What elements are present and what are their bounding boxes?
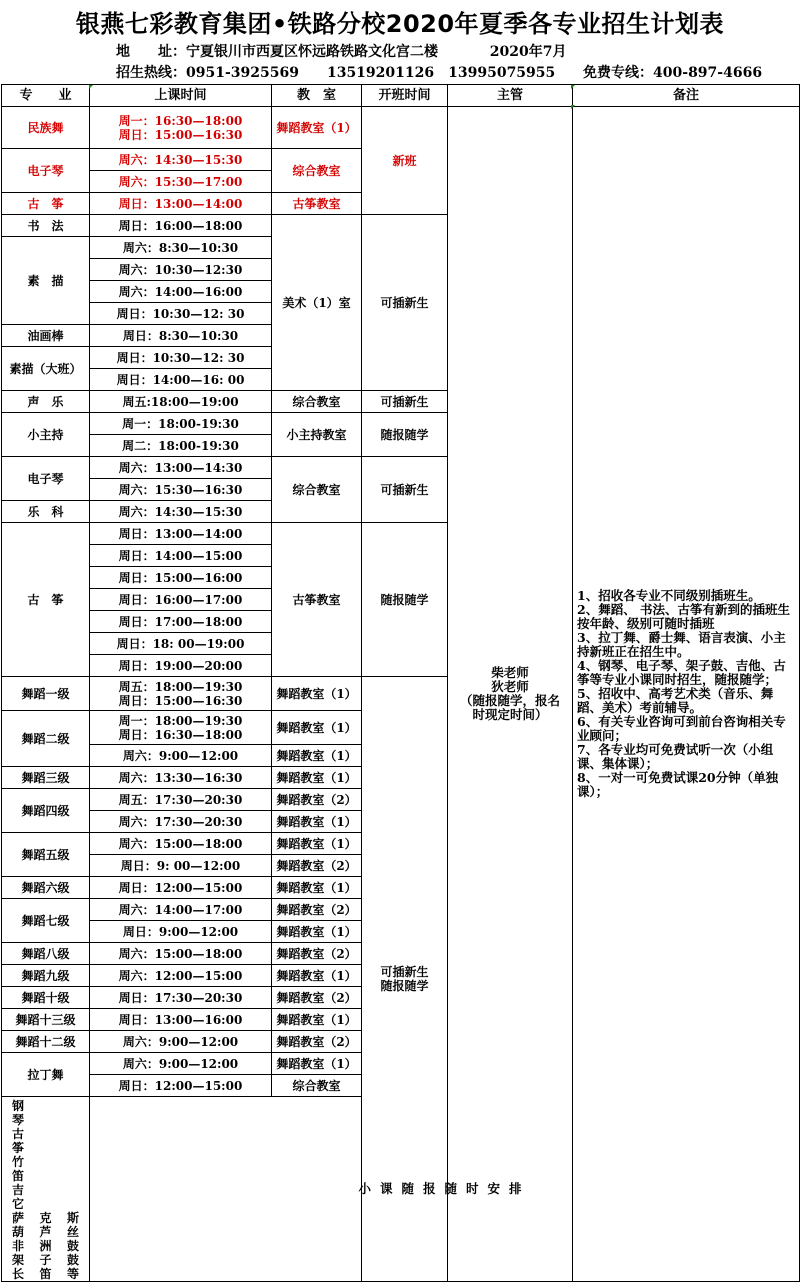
major-cell: 舞蹈七级 [2,899,90,943]
col-header-manager: 主管 [448,85,573,107]
start-cell: 随报随学 [362,413,448,457]
room-cell: 舞蹈教室（2） [272,789,362,811]
room-cell: 舞蹈教室（1） [272,1009,362,1031]
room-cell: 舞蹈教室（1） [272,921,362,943]
time-cell: 周日：13:00—16:00 [90,1009,272,1031]
time-cell: 周六：14:00—16:00 [90,281,272,303]
time-cell: 周日：10:30—12: 30 [90,303,272,325]
major-cell: 舞蹈十二级 [2,1031,90,1053]
major-cell: 小主持 [2,413,90,457]
time-cell: 周六：12:00—15:00 [90,965,272,987]
time-cell: 周日：10:30—12: 30 [90,347,272,369]
time-cell: 周日：14:00—16: 00 [90,369,272,391]
address-value: 宁夏银川市西夏区怀远路铁路文化宫二楼 [186,44,438,60]
free-line-value: 400-897-4666 [653,65,763,81]
hotline-value: 0951-3925569 13519201126 13995075955 [186,65,556,81]
room-cell: 舞蹈教室（1） [272,745,362,767]
major-cell: 舞蹈五级 [2,833,90,877]
time-cell: 周日：18: 00—19:00 [90,633,272,655]
room-cell: 舞蹈教室（1） [272,677,362,711]
start-cell: 随报随学 [362,523,448,677]
col-header-notes: 备注 [573,85,800,107]
room-cell: 舞蹈教室（2） [272,943,362,965]
notes-cell: 1、招收各专业不同级别插班生。 2、舞蹈、 书法、古筝有新到的插班生按年龄、级别可随时插班 3、拉丁舞、爵士舞、语言表演、小主持新班正在招生中。 4、钢琴、电子琴、架子鼓、吉他、古筝等专业小课同时招生，随报随学； 5、招收中、高考艺术类（音乐、舞蹈、美术）考前辅导。 6、有关专业咨询可到前台咨询相关专业顾问； 7、各专业均可免费试听一次（小组课、集体课）； 8、一对一可免费试课20分钟（单独课）； [573,107,800,1282]
address-line [116,41,566,61]
time-cell: 周日：17:30—20:30 [90,987,272,1009]
room-cell: 舞蹈教室（1） [272,833,362,855]
time-cell: 周六：8:30—10:30 [90,237,272,259]
major-cell: 舞蹈十级 [2,987,90,1009]
major-cell: 舞蹈一级 [2,677,90,711]
room-cell: 古筝教室 [272,193,362,215]
small-lesson-list: 钢 琴 古 筝 竹 笛 吉 它 萨 克 斯 葫 芦 丝 非 洲 鼓 架 子 鼓 长 笛 等 [2,1097,90,1282]
time-cell: 周日：17:00—18:00 [90,611,272,633]
time-cell: 周六：9:00—12:00 [90,1053,272,1075]
room-cell: 舞蹈教室（1） [272,711,362,745]
major-cell: 民族舞 [2,107,90,149]
major-cell: 素 描 [2,237,90,325]
time-cell: 周二：18:00-19:30 [90,435,272,457]
free-line-label: 免费专线： [583,65,654,81]
time-cell: 周日：14:00—15:00 [90,545,272,567]
major-cell: 舞蹈六级 [2,877,90,899]
time-cell: 周六：9:00—12:00 [90,1031,272,1053]
table-row [2,107,800,149]
time-cell: 周日：13:00—14:00 [90,523,272,545]
time-cell: 周六：13:30—16:30 [90,767,272,789]
time-cell: 周六：14:30—15:30 [90,149,272,171]
hotline-line [116,62,762,82]
major-cell: 古 筝 [2,523,90,677]
time-cell: 周一：16:30—18:00 周日：15:00—16:30 [90,107,272,149]
time-cell: 周日：9: 00—12:00 [90,855,272,877]
time-cell: 周六：9:00—12:00 [90,745,272,767]
start-cell: 可插新生 [362,215,448,391]
time-cell: 周五：17:30—20:30 [90,789,272,811]
date-value: 2020年7月 [489,44,567,60]
room-cell: 古筝教室 [272,523,362,677]
time-cell: 周日：8:30—10:30 [90,325,272,347]
major-cell: 舞蹈八级 [2,943,90,965]
major-cell: 素描（大班） [2,347,90,391]
start-cell: 可插新生 随报随学 [362,677,448,1282]
start-cell: 可插新生 [362,391,448,413]
cell-marker-icon [89,85,93,89]
time-cell: 周六：15:00—18:00 [90,943,272,965]
major-cell: 舞蹈九级 [2,965,90,987]
small-lesson-row [2,1097,800,1282]
major-cell: 电子琴 [2,149,90,193]
cell-marker-icon [571,105,575,109]
major-cell: 书 法 [2,215,90,237]
time-cell: 周六：17:30—20:30 [90,811,272,833]
room-cell: 小主持教室 [272,413,362,457]
time-cell: 周六：15:00—18:00 [90,833,272,855]
room-cell: 舞蹈教室（1） [272,877,362,899]
room-cell: 综合教室 [272,149,362,193]
table-header [2,85,800,107]
time-cell: 周六：14:00—17:00 [90,899,272,921]
major-cell: 古 筝 [2,193,90,215]
hotline-label: 招生热线： [116,65,186,81]
col-header-start: 开班时间 [362,85,448,107]
room-cell: 舞蹈教室（2） [272,855,362,877]
major-cell: 乐 科 [2,501,90,523]
cell-marker-icon [571,85,575,89]
time-cell: 周六：15:30—16:30 [90,479,272,501]
time-cell: 周一：18:00-19:30 [90,413,272,435]
time-cell: 周日：13:00—14:00 [90,193,272,215]
room-cell: 舞蹈教室（1） [272,107,362,149]
major-cell: 舞蹈四级 [2,789,90,833]
room-cell: 舞蹈教室（1） [272,965,362,987]
major-cell: 电子琴 [2,457,90,501]
room-cell: 舞蹈教室（1） [272,1053,362,1075]
time-cell: 周日：16:00—17:00 [90,589,272,611]
time-cell: 周六：10:30—12:30 [90,259,272,281]
major-cell: 拉丁舞 [2,1053,90,1097]
major-cell: 舞蹈二级 [2,711,90,767]
room-cell: 美术（1）室 [272,215,362,391]
major-cell: 舞蹈十三级 [2,1009,90,1031]
time-cell: 周五:18:00—19:00 [90,391,272,413]
small-lesson-note: 小课随报随时安排 [90,1097,800,1282]
major-cell: 声 乐 [2,391,90,413]
room-cell: 舞蹈教室（2） [272,899,362,921]
time-cell: 周日：12:00—15:00 [90,877,272,899]
manager-cell: 柴老师 狄老师 （随报随学，报名 时现定时间） [448,107,573,1282]
page-title: 银燕七彩教育集团•铁路分校2020年夏季各专业招生计划表 [75,10,725,38]
time-cell: 周六：15:30—17:00 [90,171,272,193]
enrollment-table [1,84,800,1282]
room-cell: 综合教室 [272,391,362,413]
time-cell: 周六：13:00—14:30 [90,457,272,479]
time-cell: 周日：16:00—18:00 [90,215,272,237]
room-cell: 舞蹈教室（2） [272,987,362,1009]
col-header-time: 上课时间 [90,85,272,107]
room-cell: 舞蹈教室（1） [272,811,362,833]
time-cell: 周一：18:00—19:30 周日：16:30—18:00 [90,711,272,745]
col-header-major: 专 业 [2,85,90,107]
room-cell: 综合教室 [272,1075,362,1097]
start-cell: 新班 [362,107,448,215]
room-cell: 舞蹈教室（2） [272,1031,362,1053]
address-label: 地 址： [116,44,186,60]
start-cell: 可插新生 [362,457,448,523]
time-cell: 周五：18:00—19:30 周日：15:00—16:30 [90,677,272,711]
room-cell: 综合教室 [272,457,362,523]
col-header-room: 教 室 [272,85,362,107]
time-cell: 周日：9:00—12:00 [90,921,272,943]
major-cell: 油画棒 [2,325,90,347]
time-cell: 周六：14:30—15:30 [90,501,272,523]
room-cell: 舞蹈教室（1） [272,767,362,789]
major-cell: 舞蹈三级 [2,767,90,789]
time-cell: 周日：19:00—20:00 [90,655,272,677]
time-cell: 周日：15:00—16:00 [90,567,272,589]
time-cell: 周日：12:00—15:00 [90,1075,272,1097]
